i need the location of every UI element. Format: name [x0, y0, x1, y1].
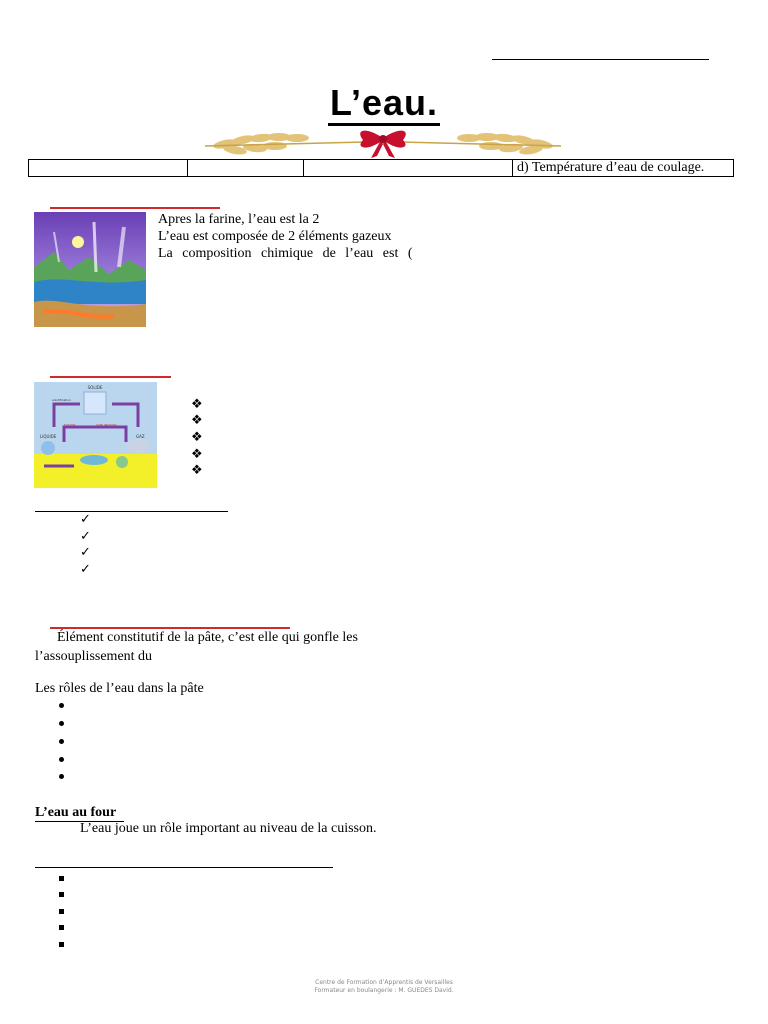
wheat-ribbon-ornament [195, 124, 571, 160]
section1-line: L’eau est composée de 2 éléments gazeux [158, 229, 392, 244]
footer-line1: Centre de Formation d’Apprentis de Versailles [315, 979, 453, 986]
square-bullet [59, 892, 64, 897]
check-bullet: ✓ [80, 528, 91, 543]
oven-text: L’eau joue un rôle important au niveau de la cuisson. [80, 821, 377, 836]
footer-line2: Formateur en boulangerie : M. GUEDES David. [314, 987, 454, 994]
table-cell [29, 160, 188, 177]
round-bullet [59, 757, 64, 762]
square-bullet [59, 876, 64, 881]
section2-red-underline [50, 376, 171, 378]
square-bullet [59, 909, 64, 914]
square-bullet [59, 942, 64, 947]
check-bullet: ✓ [80, 544, 91, 559]
table-cell: d) Température d’eau de coulage. [513, 160, 734, 177]
water-states-diagram [34, 382, 157, 488]
page-title: L’eau. [0, 82, 768, 124]
section1-line: Apres la farine, l’eau est la 2 [158, 212, 320, 227]
round-bullet [59, 774, 64, 779]
header-table [28, 159, 734, 177]
diamond-bullet: ❖ [191, 396, 203, 411]
label-solidification: solidification [52, 398, 71, 402]
round-bullet [59, 703, 64, 708]
round-bullet [59, 721, 64, 726]
water-landscape-image [34, 212, 146, 327]
diamond-bullet: ❖ [191, 446, 203, 461]
table-cell [188, 160, 304, 177]
diamond-bullet: ❖ [191, 412, 203, 427]
oven-heading: L’eau au four [35, 804, 124, 822]
label-liquide: LIQUIDE [40, 434, 57, 439]
section3-underline [35, 511, 228, 512]
dough-paragraph-line1: Élément constitutif de la pâte, c’est elle qui gonfle les [57, 630, 358, 645]
dough-paragraph-line2: l’assouplissement du [35, 649, 153, 664]
label-sublimation: SUBLIMATION [96, 423, 117, 427]
round-bullet [59, 739, 64, 744]
footer [0, 979, 768, 995]
label-gaz: GAZ [136, 434, 145, 439]
square-bullet [59, 925, 64, 930]
section5-underline [35, 867, 333, 868]
section1-line: La composition chimique de l’eau est ( [158, 246, 413, 261]
check-bullet: ✓ [80, 511, 91, 526]
check-bullet: ✓ [80, 561, 91, 576]
table-cell [304, 160, 513, 177]
label-solide: SOLIDE [87, 385, 103, 390]
name-line [492, 59, 709, 60]
roles-heading: Les rôles de l’eau dans la pâte [35, 681, 204, 696]
diamond-bullet: ❖ [191, 429, 203, 444]
diamond-bullet: ❖ [191, 462, 203, 477]
label-fusion: FUSION [64, 423, 76, 427]
section1-red-underline [50, 207, 220, 209]
